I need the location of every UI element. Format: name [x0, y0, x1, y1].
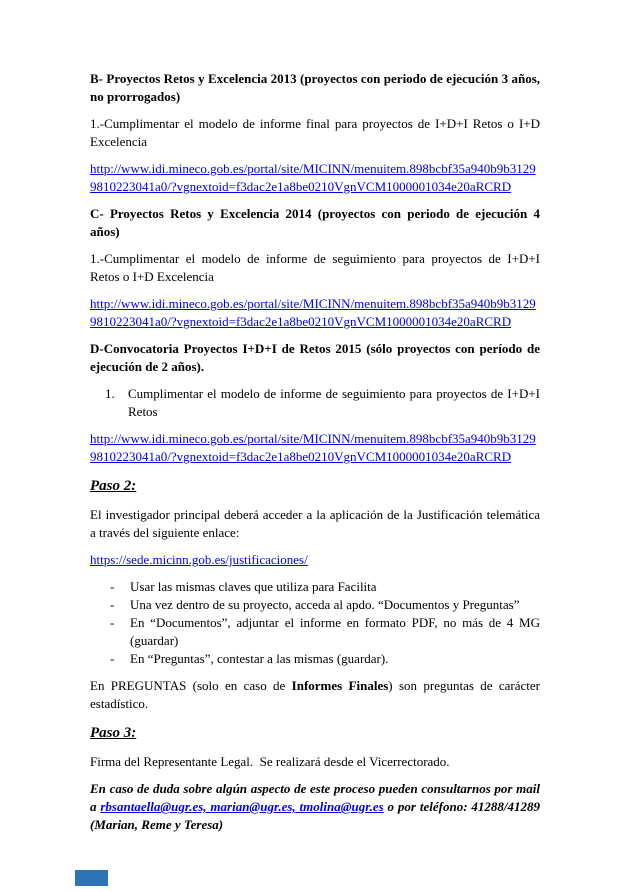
section-c-url-para	[90, 295, 540, 331]
mineco-link-b[interactable]: http://www.idi.mineco.gob.es/portal/site/MICINN/menuitem.898bcbf35a940b9b31299810223041a0/?vgnextoid=f3dac2e1a8be0210VgnVCM1000001034e20aRCRD	[90, 161, 536, 194]
paso2-intro: El investigador principal deberá acceder a la aplicación de la Justificación telemática a través del siguiente enlace:	[90, 507, 540, 540]
bullet-item	[90, 650, 540, 668]
bullet-item	[90, 596, 540, 614]
bullet-text: En “Documentos”, adjuntar el informe en formato PDF, no más de 4 MG (guardar)	[130, 615, 540, 648]
list-number: 1.	[105, 386, 115, 401]
section-c-heading: C- Proyectos Retos y Excelencia 2014 (proyectos con periodo de ejecución 4 años)	[90, 206, 540, 239]
preguntas-note	[90, 677, 540, 713]
section-d-item	[90, 385, 540, 421]
contact-post: o por teléfono: 41288/41289 (Marian, Reme y Teresa)	[90, 799, 541, 832]
contact-paragraph	[90, 780, 540, 834]
mineco-link-d[interactable]: http://www.idi.mineco.gob.es/portal/site/MICINN/menuitem.898bcbf35a940b9b31299810223041a0/?vgnextoid=f3dac2e1a8be0210VgnVCM1000001034e20aRCRD	[90, 431, 536, 464]
section-b-heading: B- Proyectos Retos y Excelencia 2013 (proyectos con periodo de ejecución 3 años, no prorrogados)	[90, 71, 540, 104]
section-b-item: 1.-Cumplimentar el modelo de informe final para proyectos de I+D+I Retos o I+D Excelencia	[90, 116, 540, 149]
paso3-title: Paso 3:	[90, 725, 137, 741]
dash-bullet-icon: -	[110, 651, 115, 666]
note-bold: Informes Finales	[291, 678, 389, 693]
section-d-item-text: Cumplimentar el modelo de informe de seguimiento para proyectos de I+D+I Retos	[128, 386, 540, 419]
paso2-bullet-list	[90, 578, 540, 668]
email-link-tmolina[interactable]: tmolina@ugr.es	[299, 799, 384, 814]
section-b-url-para	[90, 160, 540, 196]
note-post: ) son preguntas de carácter estadístico.	[90, 678, 540, 711]
contact-pre: En caso de duda sobre algún aspecto de este proceso pueden consultarnos por mail a	[90, 781, 540, 814]
paso3-body: Firma del Representante Legal. Se realizará desde el Vicerrectorado.	[90, 754, 450, 769]
bottom-left-blue-mark	[75, 870, 108, 886]
justificaciones-link[interactable]: https://sede.micinn.gob.es/justificaciones/	[90, 552, 308, 567]
dash-bullet-icon: -	[110, 579, 115, 594]
section-c-item: 1.-Cumplimentar el modelo de informe de seguimiento para proyectos de I+D+I Retos o I+D Excelencia	[90, 251, 540, 284]
bullet-item	[90, 578, 540, 596]
mineco-link-c[interactable]: http://www.idi.mineco.gob.es/portal/site/MICINN/menuitem.898bcbf35a940b9b31299810223041a0/?vgnextoid=f3dac2e1a8be0210VgnVCM1000001034e20aRCRD	[90, 296, 536, 329]
bullet-text: En “Preguntas”, contestar a las mismas (guardar).	[130, 651, 389, 666]
paso2-title: Paso 2:	[90, 478, 137, 494]
section-d-heading: D-Convocatoria Proyectos I+D+I de Retos 2015 (sólo proyectos con período de ejecución de 2 años).	[90, 341, 540, 374]
bullet-item	[90, 614, 540, 650]
section-d-url-para	[90, 430, 540, 466]
email-link-rbsantaella[interactable]: rbsantaella@ugr.es,	[100, 799, 207, 814]
dash-bullet-icon: -	[110, 615, 115, 630]
email-links-group	[100, 799, 383, 814]
bullet-text: Usar las mismas claves que utiliza para Facilita	[130, 579, 377, 594]
bullet-text: Una vez dentro de su proyecto, acceda al apdo. “Documentos y Preguntas”	[130, 597, 520, 612]
email-link-marian[interactable]: marian@ugr.es,	[210, 799, 296, 814]
note-pre: En PREGUNTAS (solo en caso de	[90, 678, 292, 693]
dash-bullet-icon: -	[110, 597, 115, 612]
justificaciones-para	[90, 551, 540, 569]
